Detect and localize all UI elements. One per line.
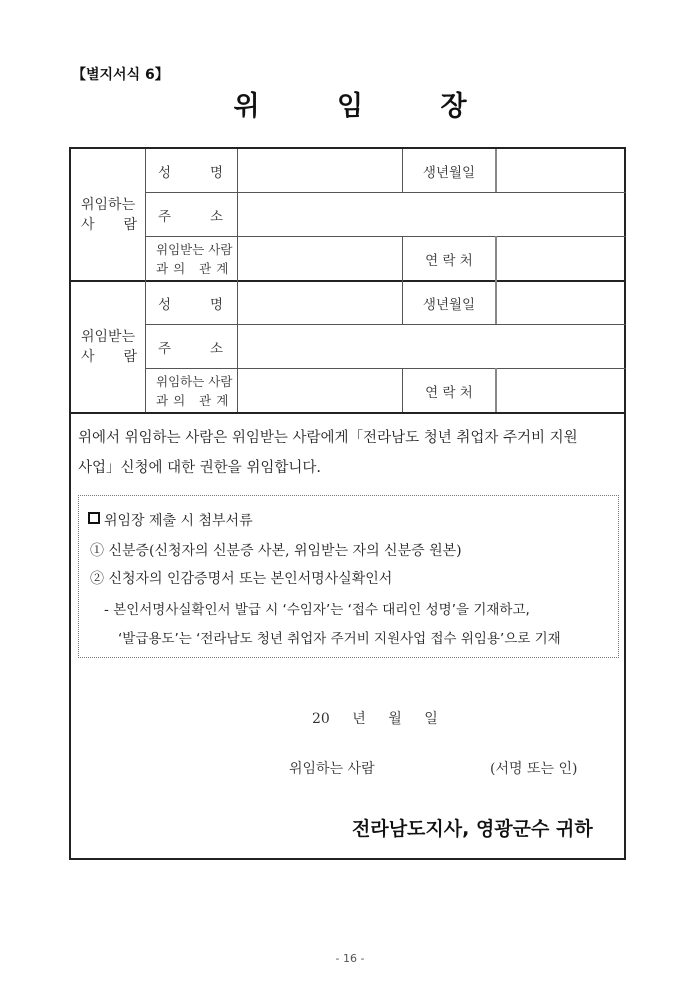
delegate-group-label <box>71 281 145 412</box>
label-char: 명 <box>209 164 223 181</box>
delegator-birth-label: 생년월일 <box>422 164 476 181</box>
label-line: 위임하는 사람 <box>156 373 233 389</box>
group-label-char: 사 <box>81 216 95 233</box>
page-number: - 16 - <box>335 952 365 965</box>
statement-line2: 사업」신청에 대한 권한을 위임합니다. <box>78 460 322 476</box>
form-id-label: 【별지서식 6】 <box>72 67 169 83</box>
label-char: 소 <box>209 208 223 225</box>
page-title <box>0 84 700 123</box>
group-label-line1: 위임받는 <box>81 328 136 345</box>
date-line: 20 년 월 일 <box>312 711 438 727</box>
delegate-contact-label: 연 락 처 <box>425 384 473 401</box>
delegator-name-field[interactable] <box>238 149 402 192</box>
label-char: 주 <box>158 340 172 357</box>
checkbox-square-icon <box>88 512 100 524</box>
delegator-birth-field[interactable] <box>497 149 626 192</box>
title-char: 임 <box>336 91 364 122</box>
title-char: 장 <box>440 91 467 122</box>
group-label-line1: 위임하는 <box>81 196 136 213</box>
section-divider <box>71 412 626 414</box>
delegate-name-field[interactable] <box>238 281 402 324</box>
delegator-contact-label: 연 락 처 <box>425 252 473 269</box>
signature-hint[interactable]: (서명 또는 인) <box>490 761 578 777</box>
label-line: 위임받는 사람 <box>156 241 233 257</box>
delegator-relation-field[interactable] <box>238 237 402 280</box>
attachments-heading <box>88 510 253 530</box>
delegate-birth-label: 생년월일 <box>422 296 476 313</box>
label-line: 과의 관계 <box>156 392 234 408</box>
delegate-relation-label <box>146 369 237 412</box>
attachment-item-2: ② 신청자의 인감증명서 또는 본인서명사실확인서 <box>90 571 393 587</box>
label-char: 주 <box>158 208 172 225</box>
delegator-contact-field[interactable] <box>497 237 626 280</box>
delegate-name-label <box>146 281 237 324</box>
delegate-address-label <box>146 325 237 368</box>
label-line: 과의 관계 <box>156 260 234 276</box>
delegate-birth-field[interactable] <box>497 281 626 324</box>
delegator-address-field[interactable] <box>238 193 626 236</box>
attachment-item-1: ① 신분증(신청자의 신분증 사본, 위임받는 자의 신분증 원본) <box>90 543 462 559</box>
delegate-address-field[interactable] <box>238 325 626 368</box>
statement-line1: 위에서 위임하는 사람은 위임받는 사람에게「전라남도 청년 취업자 주거비 지원 <box>78 430 578 446</box>
delegator-name-label <box>146 149 237 192</box>
delegate-relation-field[interactable] <box>238 369 402 412</box>
group-label-char: 사 <box>81 348 95 365</box>
attachment-note-line1: - 본인서명사실확인서 발급 시 ‘수임자’는 ‘접수 대리인 성명’을 기재하고, <box>104 602 530 618</box>
attachment-note-line2: ‘발급용도’는 ‘전라남도 청년 취업자 주거비 지원사업 접수 위임용’으로 기재 <box>118 631 561 647</box>
label-char: 소 <box>209 340 223 357</box>
label-char: 성 <box>158 296 172 313</box>
attachments-heading-text: 위임장 제출 시 첨부서류 <box>104 513 253 529</box>
group-label-line2 <box>81 215 137 235</box>
addressee: 전라남도지사, 영광군수 귀하 <box>352 818 593 840</box>
title-char: 위 <box>233 91 260 122</box>
group-label-char: 람 <box>123 216 137 233</box>
group-label-char: 람 <box>123 348 137 365</box>
label-char: 성 <box>158 164 172 181</box>
label-char: 명 <box>209 296 223 313</box>
delegator-sign-label: 위임하는 사람 <box>289 761 375 777</box>
delegator-address-label <box>146 193 237 236</box>
delegator-group-label <box>71 149 145 280</box>
delegator-relation-label <box>146 237 237 280</box>
group-label-line2 <box>81 347 137 367</box>
delegate-contact-field[interactable] <box>497 369 626 412</box>
